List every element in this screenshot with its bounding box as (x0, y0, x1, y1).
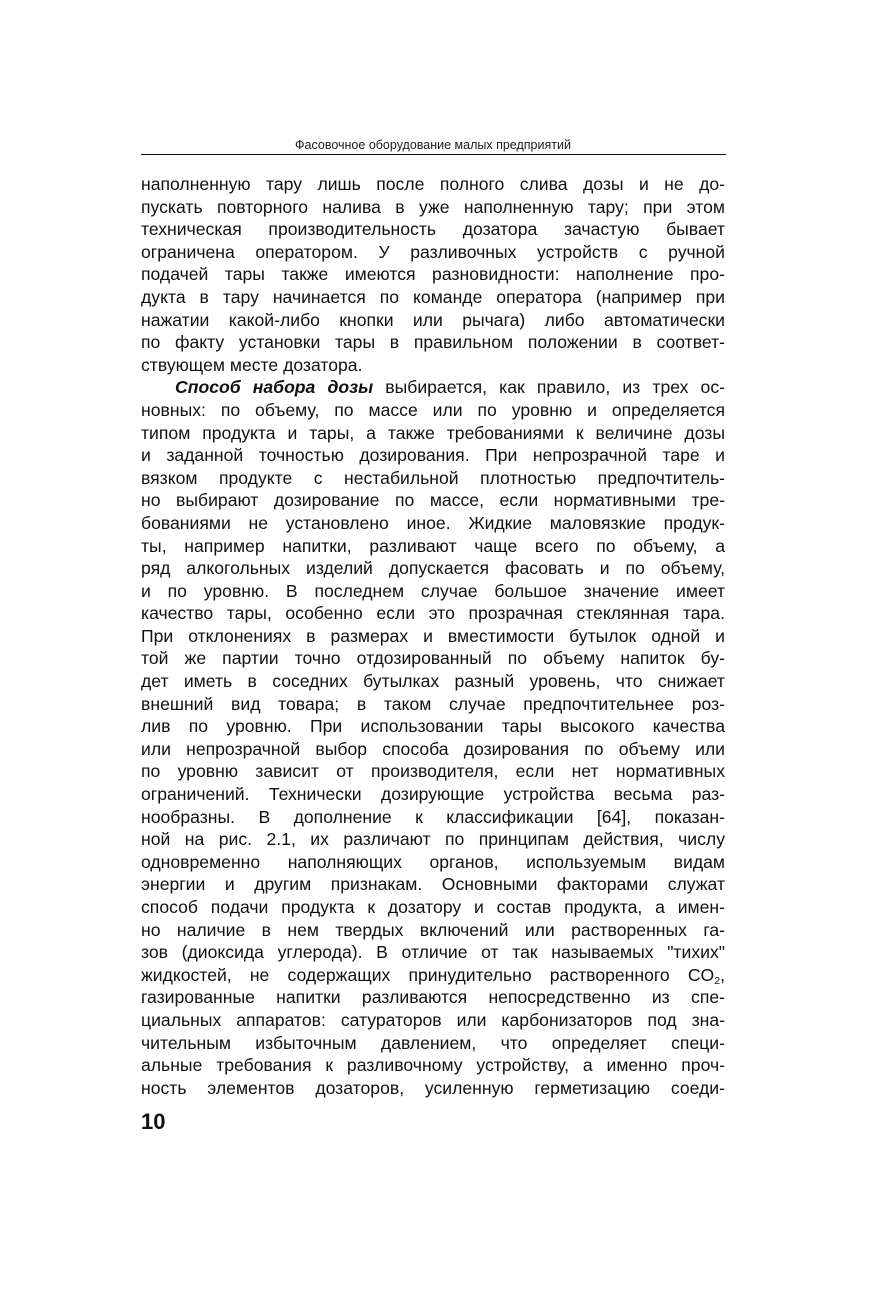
text-line: вязком продукте с нестабильной плотностью предпочтитель- (141, 467, 725, 488)
text-line: нообразны. В дополнение к классификации [64], показан- (141, 806, 725, 827)
text-fragment: жидкостей, не содержащих принудительно растворенного CO (141, 964, 715, 985)
text-line: качество тары, особенно если это прозрачная стеклянная тара. (141, 603, 725, 624)
text-line: новных: по объему, по массе или по уровню и определяется (141, 399, 725, 420)
text-line: но выбирают дозирование по массе, если нормативными тре- (141, 490, 725, 511)
text-line: ность элементов дозаторов, усиленную герметизацию соеди- (141, 1077, 725, 1098)
text-line: подачей тары также имеются разновидности: наполнение про- (141, 264, 725, 285)
header-rule (141, 154, 726, 155)
text-line: газированные напитки разливаются непосредственно из спе- (141, 987, 725, 1008)
text-line: по факту установки тары в правильном положении в соответ- (141, 332, 725, 353)
text-line: одновременно наполняющих органов, используемым видам (141, 851, 725, 872)
text-line: ствующем месте дозатора. (141, 354, 363, 375)
text-line: или непрозрачной выбор способа дозирования по объему или (141, 738, 725, 759)
text-line (141, 964, 725, 987)
text-line: альные требования к разливочному устройству, а именно проч- (141, 1055, 725, 1076)
text-line: техническая производительность дозатора зачастую бывает (141, 219, 725, 240)
text-line: той же партии точно отдозированный по объему напиток бу- (141, 648, 725, 669)
run-in-heading: Способ набора дозы (175, 377, 374, 398)
text-line: ограничена оператором. У разливочных устройств с ручной (141, 241, 725, 262)
text-line: ряд алкогольных изделий допускается фасовать и по объему, (141, 558, 725, 579)
text-line: внешний вид товара; в таком случае предпочтительнее роз- (141, 693, 725, 714)
text-line: наполненную тару лишь после полного слива дозы и не до- (141, 174, 725, 194)
text-line: лив по уровню. При использовании тары высокого качества (141, 716, 725, 737)
text-line: циальных аппаратов: сатураторов или карбонизаторов под зна- (141, 1009, 725, 1030)
text-line: типом продукта и тары, а также требованиями к величине дозы (141, 422, 725, 443)
paragraph (141, 376, 725, 1099)
text-line: по уровню зависит от производителя, если нет нормативных (141, 761, 725, 782)
text-fragment: выбирается, как правило, из трех ос- (373, 377, 726, 398)
text-line: бованиями не установлено иное. Жидкие маловязкие продук- (141, 512, 725, 533)
text-line: ограничений. Технически дозирующие устройства весьма раз- (141, 784, 725, 805)
text-line: и заданной точностью дозирования. При непрозрачной таре и (141, 445, 725, 466)
text-line: дет иметь в соседних бутылках разный уровень, что снижает (141, 671, 725, 692)
body-text (141, 173, 725, 1099)
text-line: нажатии какой-либо кнопки или рычага) либо автоматически (141, 309, 725, 330)
text-line: ной на рис. 2.1, их различают по принципам действия, числу (141, 829, 725, 850)
text-line: и по уровню. В последнем случае большое значение имеет (141, 580, 725, 601)
paragraph (141, 173, 725, 376)
text-line: зов (диоксида углерода). В отличие от так называемых "тихих" (141, 942, 725, 963)
text-line (141, 376, 725, 399)
text-line: При отклонениях в размерах и вместимости бутылок одной и (141, 625, 725, 646)
text-line: энергии и другим признакам. Основными факторами служат (141, 874, 725, 895)
text-line: ты, например напитки, разливают чаще всего по объему, а (141, 535, 725, 556)
text-fragment: , (720, 964, 725, 985)
text-line: способ подачи продукта к дозатору и состав продукта, а имен- (141, 897, 725, 917)
page-number: 10 (141, 1109, 166, 1134)
text-line: но наличие в нем твердых включений или растворенных га- (141, 919, 725, 940)
text-line: чительным избыточным давлением, что определяет специ- (141, 1032, 725, 1053)
text-line: дукта в тару начинается по команде оператора (например при (141, 286, 725, 307)
text-line: пускать повторного налива в уже наполненную тару; при этом (141, 196, 725, 217)
subscript: 2 (714, 974, 721, 987)
running-header: Фасовочное оборудование малых предприятий (295, 138, 571, 152)
